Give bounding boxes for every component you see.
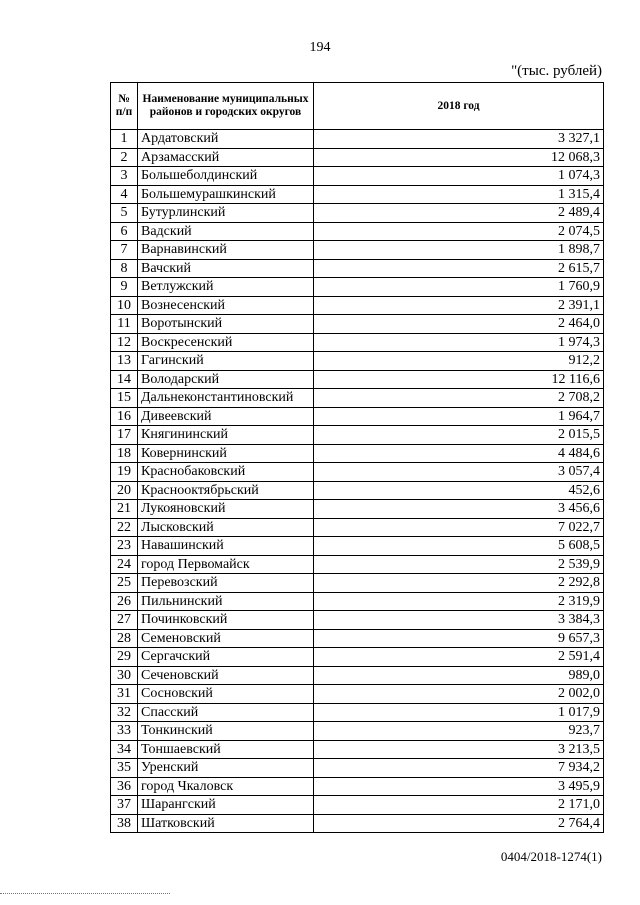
row-value: 1 964,7 — [314, 407, 604, 426]
row-name: Краснобаковский — [138, 463, 314, 482]
row-number: 11 — [111, 315, 138, 334]
row-number: 26 — [111, 592, 138, 611]
row-name: Большеболдинский — [138, 167, 314, 186]
row-number: 36 — [111, 777, 138, 796]
table-row — [111, 518, 604, 537]
row-value: 3 327,1 — [314, 130, 604, 149]
table-row — [111, 278, 604, 297]
row-value: 3 384,3 — [314, 611, 604, 630]
row-value: 2 002,0 — [314, 685, 604, 704]
row-number: 12 — [111, 333, 138, 352]
table-row — [111, 814, 604, 833]
row-name: Володарский — [138, 370, 314, 389]
row-value: 2 489,4 — [314, 204, 604, 223]
table-row — [111, 259, 604, 278]
row-value: 2 615,7 — [314, 259, 604, 278]
row-name: Тоншаевский — [138, 740, 314, 759]
table-row — [111, 204, 604, 223]
table-row — [111, 185, 604, 204]
row-name: Варнавинский — [138, 241, 314, 260]
row-name: Дальнеконстантиновский — [138, 389, 314, 408]
row-number: 23 — [111, 537, 138, 556]
table-row — [111, 740, 604, 759]
row-value: 923,7 — [314, 722, 604, 741]
row-value: 12 068,3 — [314, 148, 604, 167]
table-row — [111, 407, 604, 426]
table-row — [111, 370, 604, 389]
row-value: 912,2 — [314, 352, 604, 371]
row-value: 2 292,8 — [314, 574, 604, 593]
table-row — [111, 500, 604, 519]
table-row — [111, 241, 604, 260]
row-value: 4 484,6 — [314, 444, 604, 463]
row-number: 7 — [111, 241, 138, 260]
row-number: 2 — [111, 148, 138, 167]
row-value: 5 608,5 — [314, 537, 604, 556]
header-num: № п/п — [111, 83, 138, 130]
row-name: Воротынский — [138, 315, 314, 334]
row-number: 24 — [111, 555, 138, 574]
row-value: 989,0 — [314, 666, 604, 685]
row-number: 9 — [111, 278, 138, 297]
budget-table — [110, 82, 604, 833]
row-name: Починковский — [138, 611, 314, 630]
row-value: 12 116,6 — [314, 370, 604, 389]
row-name: Ковернинский — [138, 444, 314, 463]
row-number: 27 — [111, 611, 138, 630]
row-name: Тонкинский — [138, 722, 314, 741]
row-value: 2 074,5 — [314, 222, 604, 241]
row-value: 2 464,0 — [314, 315, 604, 334]
row-name: Пильнинский — [138, 592, 314, 611]
row-number: 13 — [111, 352, 138, 371]
row-name: город Первомайск — [138, 555, 314, 574]
table-row — [111, 666, 604, 685]
table-row — [111, 592, 604, 611]
table-row — [111, 167, 604, 186]
row-value: 1 074,3 — [314, 167, 604, 186]
table-row — [111, 481, 604, 500]
row-number: 18 — [111, 444, 138, 463]
row-number: 4 — [111, 185, 138, 204]
table-row — [111, 574, 604, 593]
row-number: 32 — [111, 703, 138, 722]
row-name: Сергачский — [138, 648, 314, 667]
row-value: 1 315,4 — [314, 185, 604, 204]
row-number: 10 — [111, 296, 138, 315]
row-value: 7 934,2 — [314, 759, 604, 778]
row-number: 16 — [111, 407, 138, 426]
row-value: 1 974,3 — [314, 333, 604, 352]
table-row — [111, 333, 604, 352]
row-number: 5 — [111, 204, 138, 223]
row-name: Вачский — [138, 259, 314, 278]
table-row — [111, 130, 604, 149]
row-name: Перевозский — [138, 574, 314, 593]
row-name: Ардатовский — [138, 130, 314, 149]
row-name: Ветлужский — [138, 278, 314, 297]
table-row — [111, 722, 604, 741]
row-number: 3 — [111, 167, 138, 186]
row-name: Гагинский — [138, 352, 314, 371]
table-row — [111, 463, 604, 482]
header-year: 2018 год — [314, 83, 604, 130]
row-number: 17 — [111, 426, 138, 445]
header-name: Наименование муниципальных районов и городских округов — [138, 83, 314, 130]
row-number: 38 — [111, 814, 138, 833]
row-number: 21 — [111, 500, 138, 519]
table-body — [111, 130, 604, 833]
row-number: 33 — [111, 722, 138, 741]
row-name: Большемурашкинский — [138, 185, 314, 204]
row-name: Навашинский — [138, 537, 314, 556]
row-value: 1 017,9 — [314, 703, 604, 722]
row-number: 28 — [111, 629, 138, 648]
row-name: город Чкаловск — [138, 777, 314, 796]
table-row — [111, 315, 604, 334]
row-value: 2 015,5 — [314, 426, 604, 445]
table-row — [111, 389, 604, 408]
table-row — [111, 222, 604, 241]
row-value: 2 319,9 — [314, 592, 604, 611]
row-value: 452,6 — [314, 481, 604, 500]
row-value: 1 760,9 — [314, 278, 604, 297]
row-name: Спасский — [138, 703, 314, 722]
row-value: 2 391,1 — [314, 296, 604, 315]
row-number: 34 — [111, 740, 138, 759]
row-name: Арзамасский — [138, 148, 314, 167]
scan-edge-mark — [0, 893, 170, 898]
table-row — [111, 648, 604, 667]
row-value: 3 456,6 — [314, 500, 604, 519]
table-row — [111, 759, 604, 778]
document-code: 0404/2018-1274(1) — [500, 849, 602, 864]
row-number: 1 — [111, 130, 138, 149]
table-row — [111, 796, 604, 815]
row-number: 14 — [111, 370, 138, 389]
row-name: Лукояновский — [138, 500, 314, 519]
row-name: Шатковский — [138, 814, 314, 833]
table-row — [111, 352, 604, 371]
units-label: "(тыс. рублей) — [511, 63, 602, 79]
table-row — [111, 777, 604, 796]
row-name: Сеченовский — [138, 666, 314, 685]
row-name: Шарангский — [138, 796, 314, 815]
row-name: Вадский — [138, 222, 314, 241]
row-number: 6 — [111, 222, 138, 241]
page-number: 194 — [309, 40, 331, 55]
row-name: Семеновский — [138, 629, 314, 648]
row-number: 8 — [111, 259, 138, 278]
row-number: 31 — [111, 685, 138, 704]
table-header-row — [111, 83, 604, 130]
row-value: 3 213,5 — [314, 740, 604, 759]
row-number: 35 — [111, 759, 138, 778]
row-name: Лысковский — [138, 518, 314, 537]
row-value: 2 708,2 — [314, 389, 604, 408]
row-number: 19 — [111, 463, 138, 482]
table-row — [111, 629, 604, 648]
row-value: 9 657,3 — [314, 629, 604, 648]
row-number: 20 — [111, 481, 138, 500]
row-number: 37 — [111, 796, 138, 815]
row-name: Воскресенский — [138, 333, 314, 352]
table-row — [111, 296, 604, 315]
row-name: Вознесенский — [138, 296, 314, 315]
row-name: Сосновский — [138, 685, 314, 704]
row-name: Бутурлинский — [138, 204, 314, 223]
row-value: 2 764,4 — [314, 814, 604, 833]
row-number: 29 — [111, 648, 138, 667]
row-value: 2 591,4 — [314, 648, 604, 667]
row-number: 15 — [111, 389, 138, 408]
row-value: 2 171,0 — [314, 796, 604, 815]
row-name: Уренский — [138, 759, 314, 778]
row-number: 30 — [111, 666, 138, 685]
row-value: 3 057,4 — [314, 463, 604, 482]
row-value: 1 898,7 — [314, 241, 604, 260]
table-row — [111, 444, 604, 463]
table-row — [111, 148, 604, 167]
table-row — [111, 703, 604, 722]
row-number: 25 — [111, 574, 138, 593]
row-value: 2 539,9 — [314, 555, 604, 574]
table-row — [111, 555, 604, 574]
row-value: 7 022,7 — [314, 518, 604, 537]
table-row — [111, 537, 604, 556]
row-name: Краснооктябрьский — [138, 481, 314, 500]
table-row — [111, 426, 604, 445]
row-value: 3 495,9 — [314, 777, 604, 796]
row-number: 22 — [111, 518, 138, 537]
row-name: Дивеевский — [138, 407, 314, 426]
table-row — [111, 611, 604, 630]
table-row — [111, 685, 604, 704]
row-name: Княгининский — [138, 426, 314, 445]
